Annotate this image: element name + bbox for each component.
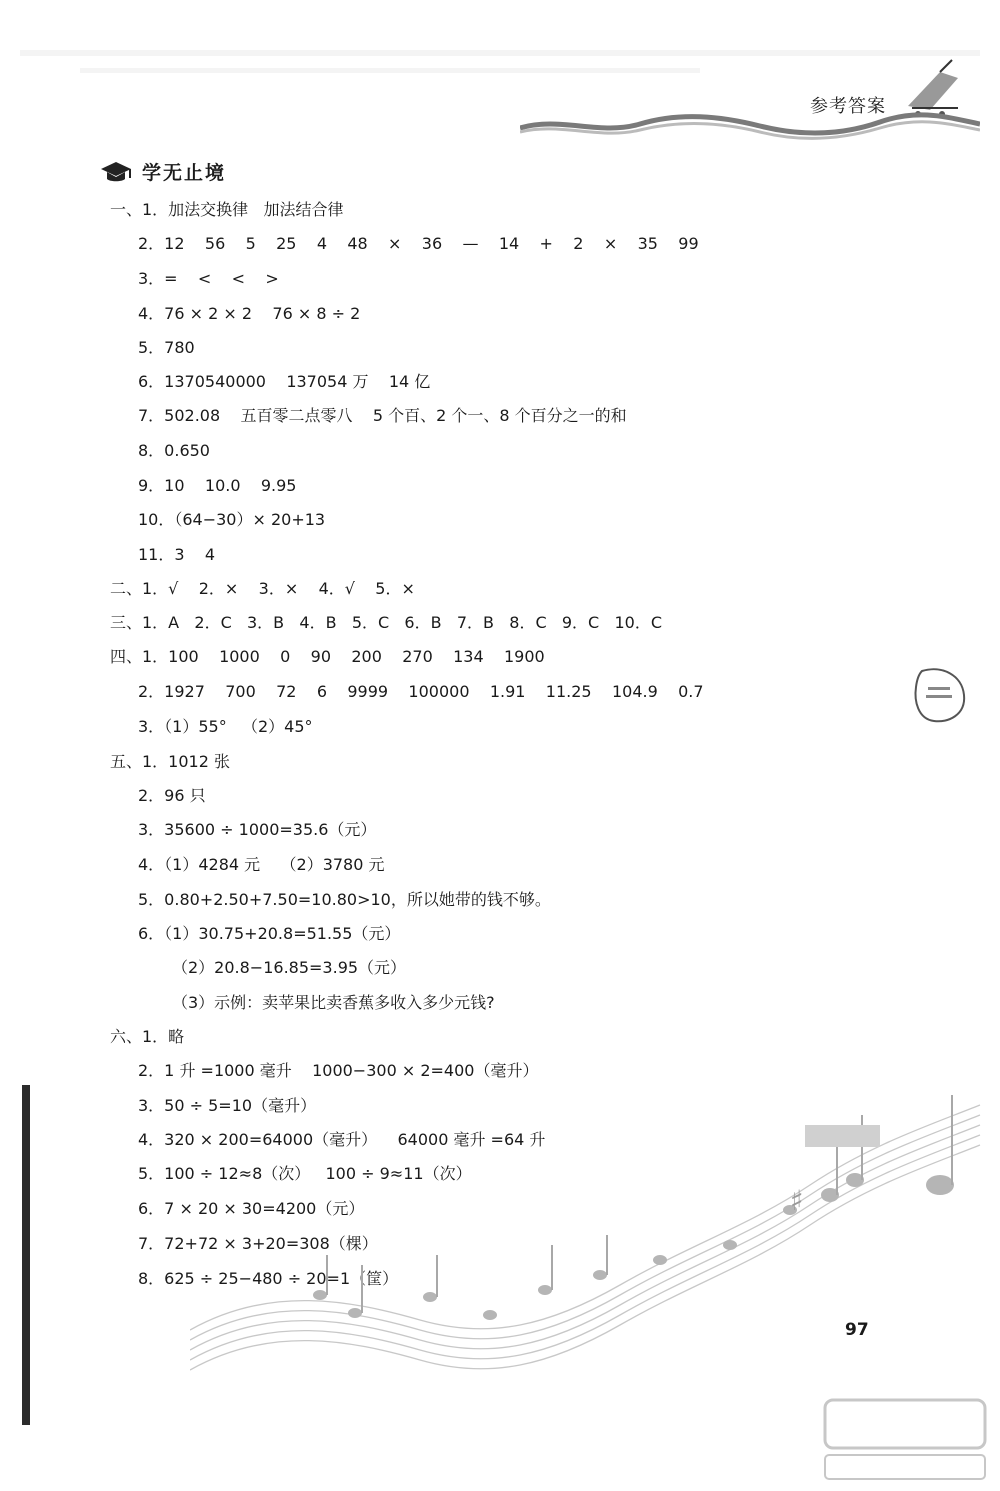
page-edge-shadow — [22, 1085, 30, 1425]
answer-line: 2．1 升 =1000 毫升 1000−300 × 2=400（毫升） — [138, 1061, 539, 1080]
answer-line: 9．10 10.0 9.95 — [138, 476, 297, 495]
answer-line: 6．7 × 20 × 30=4200（元） — [138, 1199, 365, 1218]
answer-line: 8．0.650 — [138, 441, 210, 460]
answer-line: 四、1．100 1000 0 90 200 270 134 1900 — [110, 647, 545, 666]
answer-line: 4．（1）4284 元 （2）3780 元 — [138, 855, 385, 874]
faint-bleed-through-text — [20, 40, 980, 80]
answer-line: 6．1370540000 137054 万 14 亿 — [138, 372, 431, 391]
answer-line: 5．0.80+2.50+7.50=10.80>10，所以她带的钱不够。 — [138, 890, 551, 909]
watermark-logo — [820, 1395, 990, 1485]
answer-line: （3）示例：卖苹果比卖香蕉多收入多少元钱? — [172, 993, 495, 1012]
music-notes-decoration — [190, 1085, 990, 1375]
answer-line: 2．96 只 — [138, 786, 206, 805]
stamp-icon — [912, 665, 968, 725]
answer-line: 3．50 ÷ 5=10（毫升） — [138, 1096, 317, 1115]
answer-line: 11．3 4 — [138, 545, 216, 564]
answer-line: 二、1．√ 2．× 3．× 4．√ 5．× — [110, 579, 415, 598]
answer-line: 8．625 ÷ 25−480 ÷ 20=1（筐） — [138, 1269, 399, 1288]
answer-line: 4．76 × 2 × 2 76 × 8 ÷ 2 — [138, 304, 361, 323]
section-heading — [100, 158, 226, 185]
answer-line: 2．1927 700 72 6 9999 100000 1.91 11.25 104.9 0.7 — [138, 682, 704, 701]
section-title: 学无止境 — [142, 162, 227, 184]
answer-line: 3．35600 ÷ 1000=35.6（元） — [138, 820, 377, 839]
answer-line: 4．320 × 200=64000（毫升） 64000 毫升 =64 升 — [138, 1130, 546, 1149]
answer-line: 7．72+72 × 3+20=308（棵） — [138, 1234, 378, 1253]
svg-text:♯: ♯ — [790, 1184, 804, 1217]
answer-line: 7．502.08 五百零二点零八 5 个百、2 个一、8 个百分之一的和 — [138, 406, 627, 425]
answer-line: 六、1．略 — [110, 1027, 185, 1046]
answer-line: 一、1．加法交换律 加法结合律 — [110, 200, 344, 219]
answer-line: 2．12 56 5 25 4 48 × 36 — 14 + 2 × 35 99 — [138, 234, 699, 253]
answer-line: 6．（1）30.75+20.8=51.55（元） — [138, 924, 401, 943]
answer-line: 10．（64−30）× 20+13 — [138, 510, 326, 529]
answer-line: 三、1．A 2．C 3．B 4．B 5．C 6．B 7．B 8．C 9．C 10．C — [110, 613, 663, 632]
page-number: 97 — [845, 1320, 869, 1340]
answer-line: 5．100 ÷ 12≈8（次） 100 ÷ 9≈11（次） — [138, 1164, 472, 1183]
answer-line: 五、1．1012 张 — [110, 752, 230, 771]
header-wave-decoration — [520, 110, 980, 140]
header-title: 参考答案 — [810, 96, 886, 117]
graduation-cap-icon — [100, 160, 132, 184]
answer-line: 5．780 — [138, 338, 195, 357]
beach-chair-icon — [900, 58, 970, 118]
answer-line: 3．（1）55° （2）45° — [138, 717, 313, 736]
answer-line: 3．= < < > — [138, 269, 279, 288]
answer-line: （2）20.8−16.85=3.95（元） — [172, 958, 407, 977]
